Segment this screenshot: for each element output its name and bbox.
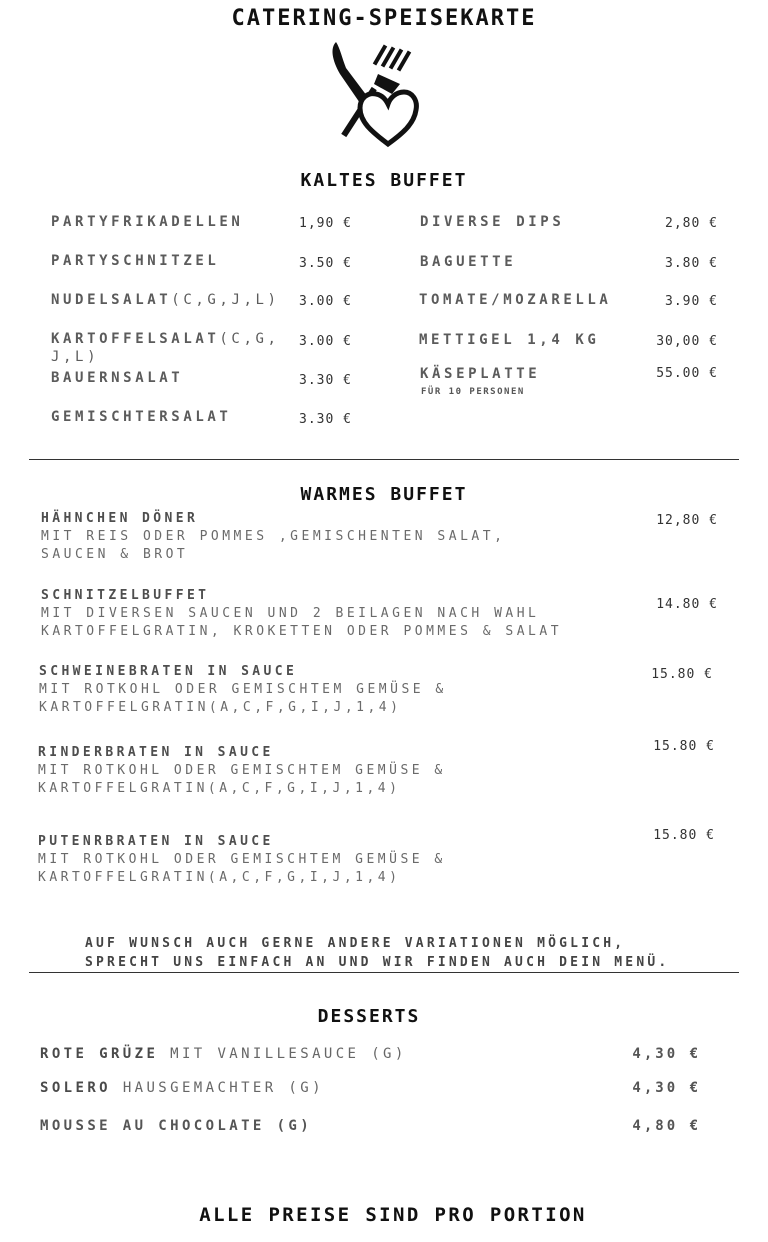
warm-item-desc: MIT ROTKOHL ODER GEMISCHTEM GEMÜSE & [39,682,447,697]
dessert-name: SOLERO [40,1080,111,1096]
cold-item-name: KÄSEPLATTE [420,366,541,382]
warm-item-name: SCHWEINEBRATEN IN SAUCE [39,664,298,679]
custom-request-note: SPRECHT UNS EINFACH AN UND WIR FINDEN AUCH DEIN MENÜ. [85,955,670,970]
cold-item-name: PARTYSCHNITZEL [51,253,220,269]
dessert-item [40,1118,312,1134]
cold-item-price: 1,90 € [299,216,352,231]
knife-fork-heart-icon [326,40,426,150]
serving-note: FÜR 10 PERSONEN [421,387,525,397]
cold-item-price: 3.90 € [665,294,718,309]
dessert-price: 4,80 € [632,1118,701,1134]
cold-item-price: 3.80 € [665,256,718,271]
divider [29,972,739,973]
dessert-name: MOUSSE AU CHOCOLATE (G) [40,1118,313,1134]
divider [29,459,739,460]
cold-item-price: 3.30 € [299,373,352,388]
allergen-suffix: (C,G,J,L) [171,292,280,308]
warm-item-price: 14.80 € [656,597,718,612]
footer-note: ALLE PREISE SIND PRO PORTION [199,1204,587,1226]
menu-title: CATERING-SPEISEKARTE [231,6,537,31]
warm-item-desc: KARTOFFELGRATIN(A,C,F,G,I,J,1,4) [38,870,401,885]
section-heading-kaltes: KALTES BUFFET [300,170,468,191]
cold-item-price: 3.00 € [299,294,352,309]
cold-item-name: GEMISCHTERSALAT [51,409,232,425]
section-heading-warmes: WARMES BUFFET [300,484,468,505]
cold-item-name [51,292,280,308]
cold-item-name: TOMATE/MOZARELLA [419,292,612,308]
cold-item-price: 55.00 € [656,366,718,381]
warm-item-desc: KARTOFFELGRATIN(A,C,F,G,I,J,1,4) [39,700,402,715]
warm-item-desc: KARTOFFELGRATIN, KROKETTEN ODER POMMES & SALAT [41,624,563,639]
warm-item-price: 12,80 € [656,513,718,528]
cold-item-name-main: KARTOFFELSALAT [51,331,220,347]
dessert-item [40,1080,324,1096]
cold-item-price: 30,00 € [656,334,718,349]
cold-item-name: BAGUETTE [420,254,517,270]
dessert-desc: MIT VANILLESAUCE (G) [158,1046,407,1062]
cold-item-price: 3.30 € [299,412,352,427]
warm-item-price: 15.80 € [651,667,713,682]
warm-item-name: HÄHNCHEN DÖNER [41,511,199,526]
warm-item-name: PUTENRBRATEN IN SAUCE [38,834,274,849]
dessert-price: 4,30 € [632,1046,701,1062]
cold-item-name: BAUERNSALAT [51,370,184,386]
cold-item-name: DIVERSE DIPS [420,214,565,230]
warm-item-desc: MIT ROTKOHL ODER GEMISCHTEM GEMÜSE & [38,763,446,778]
dessert-item [40,1046,407,1062]
warm-item-desc: MIT DIVERSEN SAUCEN UND 2 BEILAGEN NACH WAHL [41,606,540,621]
allergen-suffix-line2: J,L) [51,349,100,365]
dessert-desc: HAUSGEMACHTER (G) [110,1080,324,1096]
cold-item-name [51,331,280,347]
warm-item-name: RINDERBRATEN IN SAUCE [38,745,274,760]
warm-item-name: SCHNITZELBUFFET [41,588,210,603]
warm-item-desc: MIT REIS ODER POMMES ,GEMISCHENTEN SALAT, [41,529,506,544]
warm-item-price: 15.80 € [653,828,715,843]
cold-item-price: 3.00 € [299,334,352,349]
allergen-suffix: (C,G, [219,331,280,347]
warm-item-desc: MIT ROTKOHL ODER GEMISCHTEM GEMÜSE & [38,852,446,867]
dessert-price: 4,30 € [632,1080,701,1096]
warm-item-desc: KARTOFFELGRATIN(A,C,F,G,I,J,1,4) [38,781,401,796]
dessert-name: ROTE GRÜZE [40,1046,159,1062]
section-heading-desserts: DESSERTS [317,1006,421,1027]
cold-item-name: PARTYFRIKADELLEN [51,214,244,230]
cold-item-price: 3.50 € [299,256,352,271]
cold-item-name-main: NUDELSALAT [51,292,172,308]
custom-request-note: AUF WUNSCH AUCH GERNE ANDERE VARIATIONEN MÖGLICH, [85,936,626,951]
cold-item-price: 2,80 € [665,216,718,231]
warm-item-desc: SAUCEN & BROT [41,547,189,562]
cold-item-name: METTIGEL 1,4 KG [419,332,600,348]
warm-item-price: 15.80 € [653,739,715,754]
